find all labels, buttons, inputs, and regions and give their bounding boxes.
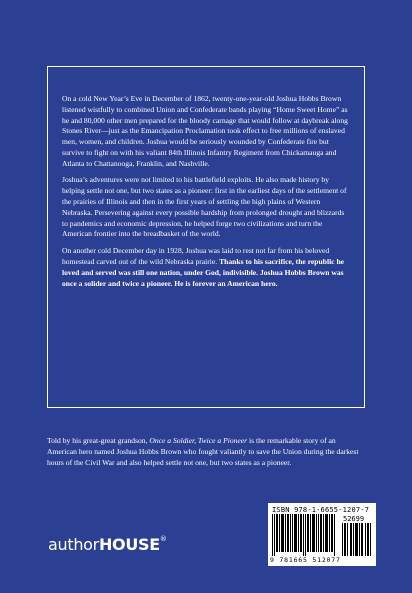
authorhouse-logo	[48, 535, 167, 554]
book-title: Once a Soldier, Twice a Pioneer	[149, 436, 248, 445]
tagline-suffix: is the remarkable story of an American hero named Joshua Hobbs Brown who fought valiantly to save the Union during the darkest hours of the Civil War and also helped settle not one, but two states as a pioneer.	[47, 436, 359, 467]
blurb	[62, 94, 352, 295]
blurb-paragraph-1: On a cold New Year’s Eve in December of 1862, twenty-one-year-old Joshua Hobbs Brown listened wistfully to combined Union and Confederate bands playing “Home Sweet Home” as he and 80,000 other men prepared for the bloody carnage that would follow at daybreak along Stones River—just as the Emancipation Proclamation took effect to free millions of enslaved men, women, and children. Joshua would be seriously wounded by Confederate fire but survive to fight on with his valiant 84th Illinois Infantry Regiment from Chickamauga and Atlanta to Chattanooga, Franklin, and Nashville.	[62, 94, 348, 168]
price-code: 52699	[343, 515, 365, 523]
blurb-paragraph-3-bold: Thanks to his sacrifice, the republic he loved and served was still one nation, under God, indivisible. Joshua Hobbs Brown was once a solider and twice a pioneer. He is forever an American hero.	[62, 256, 345, 288]
logo-house: HOUSE	[98, 535, 160, 554]
barcode-digits: 9 781665 512077	[270, 556, 341, 564]
isbn-text: ISBN 978-1-6655-1207-7	[272, 506, 370, 514]
blurb-paragraph-2: Joshua’s adventures were not limited to his battlefield exploits. He also made history by helping settle not one, but two states as a pioneer: first in the earliest days of the settlement of the prairies of Illinois and then in the first years of settling the high plains of Western Nebraska. Persevering against every possible hardship from prolonged drought and blizzards to pandemics and economic depression, he helped forge two civilizations and turn the American frontier into the breadbasket of the world.	[62, 175, 347, 239]
logo-author: author	[48, 535, 99, 554]
blurb-paragraph-3	[62, 246, 352, 289]
tagline-prefix: Told by his great-great grandson,	[47, 436, 150, 445]
blurb-paragraph-3-text: On another cold December day in 1928, Joshua was laid to rest not far from his beloved homestead carved out of the wild Nebraska prairie.	[62, 246, 330, 266]
logo-registered-mark: ®	[159, 535, 167, 543]
barcode	[268, 503, 376, 566]
barcode-addon-bars-icon	[342, 523, 372, 556]
barcode-bars-icon	[272, 514, 336, 556]
tagline	[47, 436, 367, 468]
